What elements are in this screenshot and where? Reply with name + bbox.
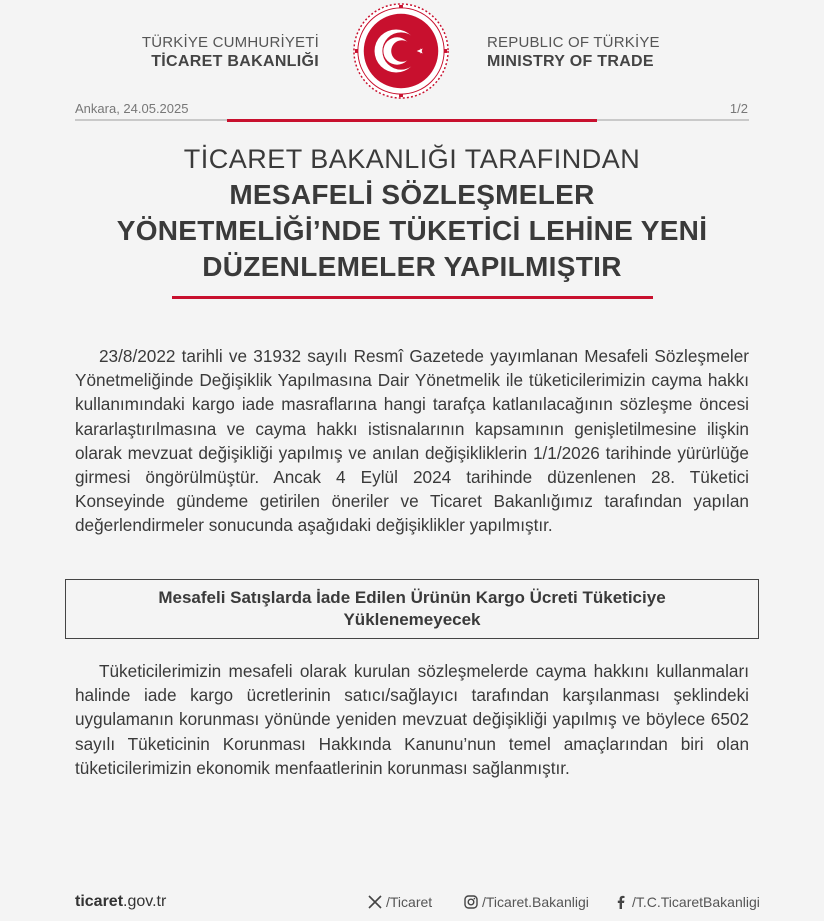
- instagram-icon: [464, 895, 478, 909]
- header-divider: [75, 119, 749, 121]
- x-handle: /Ticaret: [386, 894, 433, 910]
- header-divider-accent: [227, 119, 597, 122]
- instagram-handle: /Ticaret.Bakanligi: [482, 894, 589, 910]
- facebook-icon: [614, 895, 628, 909]
- facebook-social-link[interactable]: [614, 894, 760, 910]
- letterhead-english: [487, 33, 660, 71]
- section-heading-box: [65, 579, 759, 639]
- facebook-handle: /T.C.TicaretBakanligi: [632, 894, 760, 910]
- title-line-2: MESAFELİ SÖZLEŞMELER: [229, 179, 595, 210]
- press-release-title: [40, 141, 784, 285]
- page-number: 1/2: [729, 101, 748, 116]
- website-domain: .gov.tr: [123, 893, 167, 910]
- title-line-4: DÜZENLEMELER YAPILMIŞTIR: [202, 251, 622, 282]
- body-paragraph-1: 23/8/2022 tarihli ve 31932 sayılı Resmî Gazetede yayımlanan Mesafeli Sözleşmeler Yönetmeliğinde Değişiklik Yapılmasına Dair Yönetmelik ile tüketicilerimizin cayma hakkı kullanımındaki kargo iade masraflarına hangi tarafça katlanılacağının sözleşme öncesi kararlaştırılmasına ve cayma hakkı istisnalarının kapsamının genişletilmesine ilişkin olarak mevzuat değişikliği yapılmış ve anılan değişikliklerin 1/1/2026 tarihinde yürürlüğe girmesi öngörülmüştür. Ancak 4 Eylül 2024 tarihinde düzenlenen 28. Tüketici Konseyinde gündeme getirilen öneriler ve Ticaret Bakanlığımız tarafından yapılan değerlendirmeler sonucunda aşağıdaki değişiklikler yapılmıştır.: [75, 346, 749, 536]
- letterhead: [0, 0, 824, 100]
- title-line-1: TİCARET BAKANLIĞI TARAFINDAN: [183, 144, 641, 174]
- footer: [0, 893, 824, 915]
- x-icon: [368, 895, 382, 909]
- title-underline: [172, 296, 653, 299]
- letterhead-turkish: [142, 33, 319, 71]
- letterhead-country-tr: TÜRKİYE CUMHURİYETİ: [141, 34, 319, 51]
- letterhead-ministry-en: MINISTRY OF TRADE: [487, 53, 654, 70]
- body-paragraph-2: Tüketicilerimizin mesafeli olarak kurulan sözleşmelerde cayma hakkını kullanmaları halinde iade kargo ücretlerinin satıcı/sağlayıcı tarafından karşılanması şeklindeki uygulamanın korunması yönünde yeniden mevzuat değişikliği yapılmış ve böylece 6502 sayılı Tüketicinin Korunması Hakkında Kanunu’nun temel amaçlarından biri olan tüketicilerimizin ekonomik menfaatlerinin korunması sağlanmıştır.: [75, 661, 749, 778]
- section-heading: Mesafeli Satışlarda İade Edilen Ürünün Kargo Ücreti Tüketiciye Yüklenemeyecek: [158, 588, 666, 629]
- website-link[interactable]: [75, 893, 166, 911]
- website-bold: ticaret: [75, 893, 124, 910]
- x-social-link[interactable]: [368, 894, 432, 910]
- letterhead-country-en: REPUBLIC OF TÜRKİYE: [487, 34, 660, 51]
- document-date: Ankara, 24.05.2025: [75, 101, 189, 116]
- ministry-logo-icon: [352, 2, 450, 100]
- instagram-social-link[interactable]: [464, 894, 589, 910]
- title-line-3: YÖNETMELİĞİ’NDE TÜKETİCİ LEHİNE YENİ: [116, 215, 708, 246]
- letterhead-ministry-tr: TİCARET BAKANLIĞI: [151, 53, 319, 70]
